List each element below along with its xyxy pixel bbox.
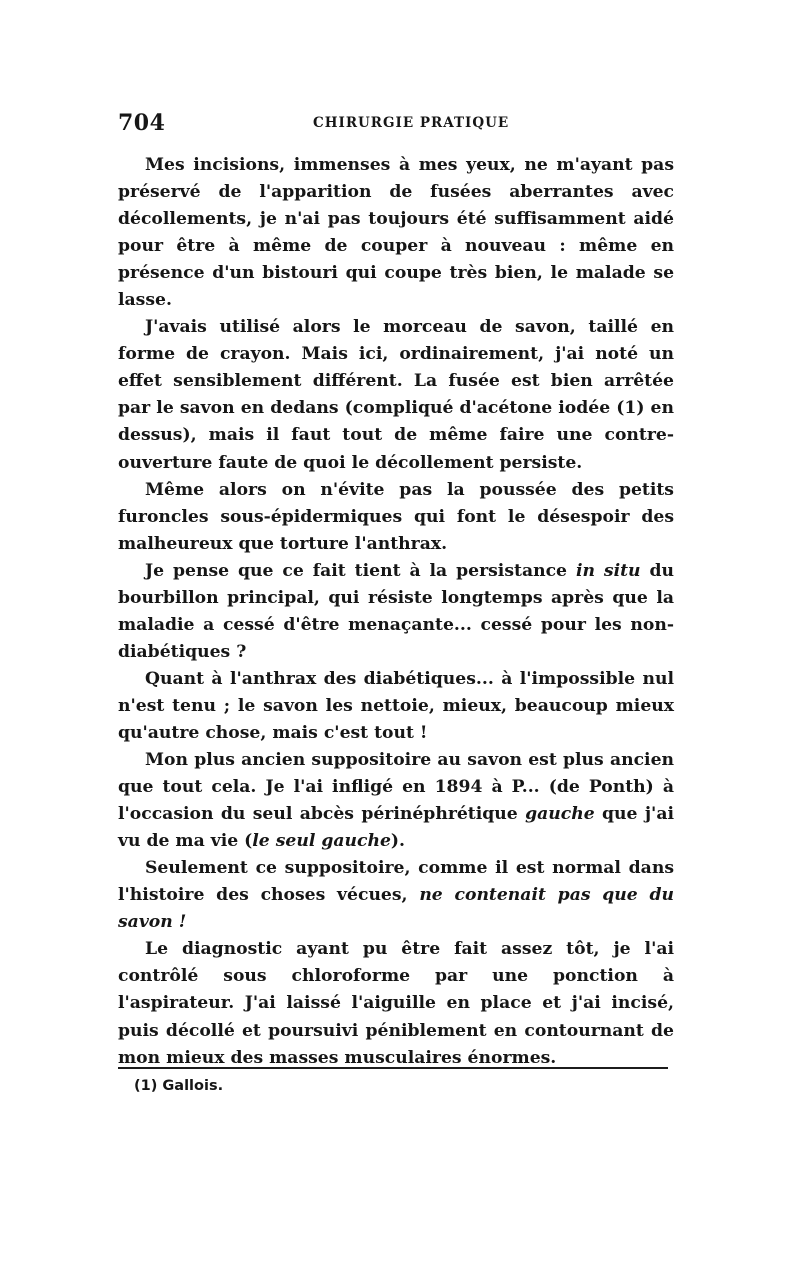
italic-phrase: gauche bbox=[525, 804, 595, 825]
italic-phrase: in situ bbox=[575, 560, 641, 581]
page-number: 704 bbox=[118, 110, 166, 136]
footnote-divider bbox=[118, 1067, 668, 1069]
paragraph: Mon plus ancien suppositoire au savon est plus ancien que tout cela. Je l'ai infligé en 1894 à P... (de Ponth) à l'occasion du seul abcès périnéphrétique gauche que j'ai vu de ma vie (le seul gauche). bbox=[118, 750, 674, 852]
paragraph: Seulement ce suppositoire, comme il est normal dans l'histoire des choses vécues, ne contenait pas que du savon ! bbox=[118, 858, 674, 933]
paragraph: Le diagnostic ayant pu être fait assez tôt, je l'ai contrôlé sous chloroforme par une ponction à l'aspirateur. J'ai laissé l'aiguille en place et j'ai incisé, puis décollé et poursuivi péniblement en contournant de mon mieux des masses musculaires énormes. bbox=[118, 939, 674, 1068]
page-header bbox=[118, 110, 674, 144]
paragraph: Mes incisions, immenses à mes yeux, ne m'ayant pas préservé de l'apparition de fusées aberrantes avec décollements, je n'ai pas toujours été suffisamment aidé pour être à même de couper à nouveau : même en présence d'un bistouri qui coupe très bien, le malade se lasse. bbox=[118, 155, 674, 311]
italic-phrase: le seul gauche bbox=[252, 831, 391, 852]
italic-phrase: ne contenait pas que du savon ! bbox=[118, 885, 674, 933]
footnote: (1) Gallois. bbox=[134, 1078, 224, 1094]
paragraph: Quant à l'anthrax des diabétiques... à l'impossible nul n'est tenu ; le savon les nettoie, mieux, beaucoup mieux qu'autre chose, mais c'est tout ! bbox=[118, 668, 674, 743]
running-title: CHIRURGIE PRATIQUE bbox=[313, 115, 510, 131]
main-text bbox=[118, 152, 674, 1072]
paragraph: J'avais utilisé alors le morceau de savon, taillé en forme de crayon. Mais ici, ordinairement, j'ai noté un effet sensiblement différent. La fusée est bien arrêtée par le savon en dedans (compliqué d'acétone iodée (1) en dessus), mais il faut tout de même faire une contre-ouverture faute de quoi le décollement persiste. bbox=[118, 317, 674, 473]
paragraph: Je pense que ce fait tient à la persistance in situ du bourbillon principal, qui résiste longtemps après que la maladie a cessé d'être menaçante... cessé pour les non-diabétiques ? bbox=[118, 560, 674, 662]
paragraph: Même alors on n'évite pas la poussée des petits furoncles sous-épidermiques qui font le désespoir des malheureux que torture l'anthrax. bbox=[118, 479, 674, 554]
